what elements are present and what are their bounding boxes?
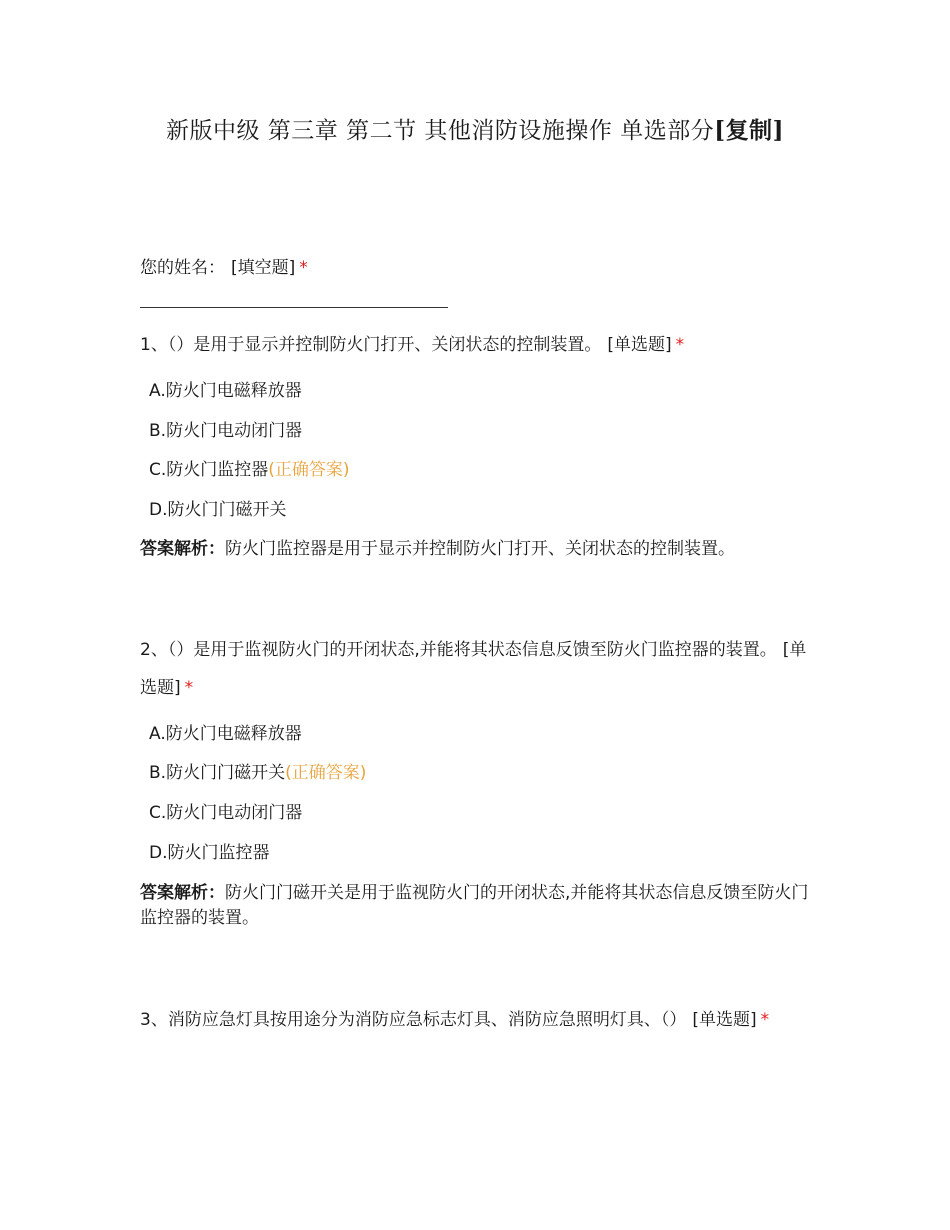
option-label: D.防火门监控器 bbox=[149, 843, 270, 863]
analysis-label: 答案解析： bbox=[140, 883, 225, 903]
question-3-required-marker: * bbox=[760, 1010, 770, 1030]
name-field-label bbox=[140, 253, 308, 278]
option-label: C.防火门监控器 bbox=[149, 460, 269, 480]
question-3 bbox=[140, 1001, 810, 1039]
question-2-type-tag: [单选题] bbox=[140, 640, 807, 698]
question-3-text: 3、消防应急灯具按用途分为消防应急标志灯具、消防应急照明灯具、（） bbox=[140, 1010, 687, 1030]
option-label: B.防火门门磁开关 bbox=[149, 763, 286, 783]
page-title bbox=[0, 112, 950, 145]
analysis-text: 防火门门磁开关是用于监视防火门的开闭状态,并能将其状态信息反馈至防火门监控器的装置。 bbox=[140, 883, 809, 928]
question-2-analysis bbox=[140, 881, 810, 931]
question-2-option-b[interactable] bbox=[149, 761, 366, 785]
question-type-tag: [填空题] bbox=[231, 258, 296, 278]
option-label: A.防火门电磁释放器 bbox=[149, 724, 302, 744]
name-answer-line[interactable] bbox=[140, 307, 448, 308]
analysis-text: 防火门监控器是用于显示并控制防火门打开、关闭状态的控制装置。 bbox=[225, 539, 735, 559]
question-1 bbox=[140, 326, 810, 364]
question-2-option-c[interactable] bbox=[149, 801, 302, 825]
question-1-analysis bbox=[140, 537, 810, 562]
analysis-label: 答案解析： bbox=[140, 539, 225, 559]
title-main: 新版中级 第三章 第二节 其他消防设施操作 单选部分 bbox=[165, 118, 715, 144]
question-1-option-c[interactable] bbox=[149, 458, 350, 482]
question-1-option-b[interactable] bbox=[149, 419, 302, 443]
question-2 bbox=[140, 631, 810, 707]
question-2-text: 2、（）是用于监视防火门的开闭状态,并能将其状态信息反馈至防火门监控器的装置。 bbox=[140, 640, 777, 660]
title-suffix: [复制] bbox=[714, 117, 784, 144]
question-1-required-marker: * bbox=[675, 335, 685, 355]
question-2-option-d[interactable] bbox=[149, 841, 270, 865]
option-label: B.防火门电动闭门器 bbox=[149, 421, 303, 441]
required-marker: * bbox=[299, 258, 308, 278]
option-label: D.防火门门磁开关 bbox=[149, 500, 287, 520]
correct-answer-label: (正确答案) bbox=[285, 763, 367, 783]
question-1-option-d[interactable] bbox=[149, 498, 287, 522]
correct-answer-label: (正确答案) bbox=[268, 460, 350, 480]
option-label: A.防火门电磁释放器 bbox=[149, 381, 302, 401]
question-1-type-tag: [单选题] bbox=[607, 335, 672, 355]
question-2-required-marker: * bbox=[184, 678, 194, 698]
question-1-text: 1、（）是用于显示并控制防火门打开、关闭状态的控制装置。 bbox=[140, 335, 602, 355]
question-3-type-tag: [单选题] bbox=[692, 1010, 757, 1030]
question-2-option-a[interactable] bbox=[149, 722, 302, 746]
option-label: C.防火门电动闭门器 bbox=[149, 803, 303, 823]
question-1-option-a[interactable] bbox=[149, 379, 302, 403]
name-label-text: 您的姓名： bbox=[140, 258, 225, 278]
